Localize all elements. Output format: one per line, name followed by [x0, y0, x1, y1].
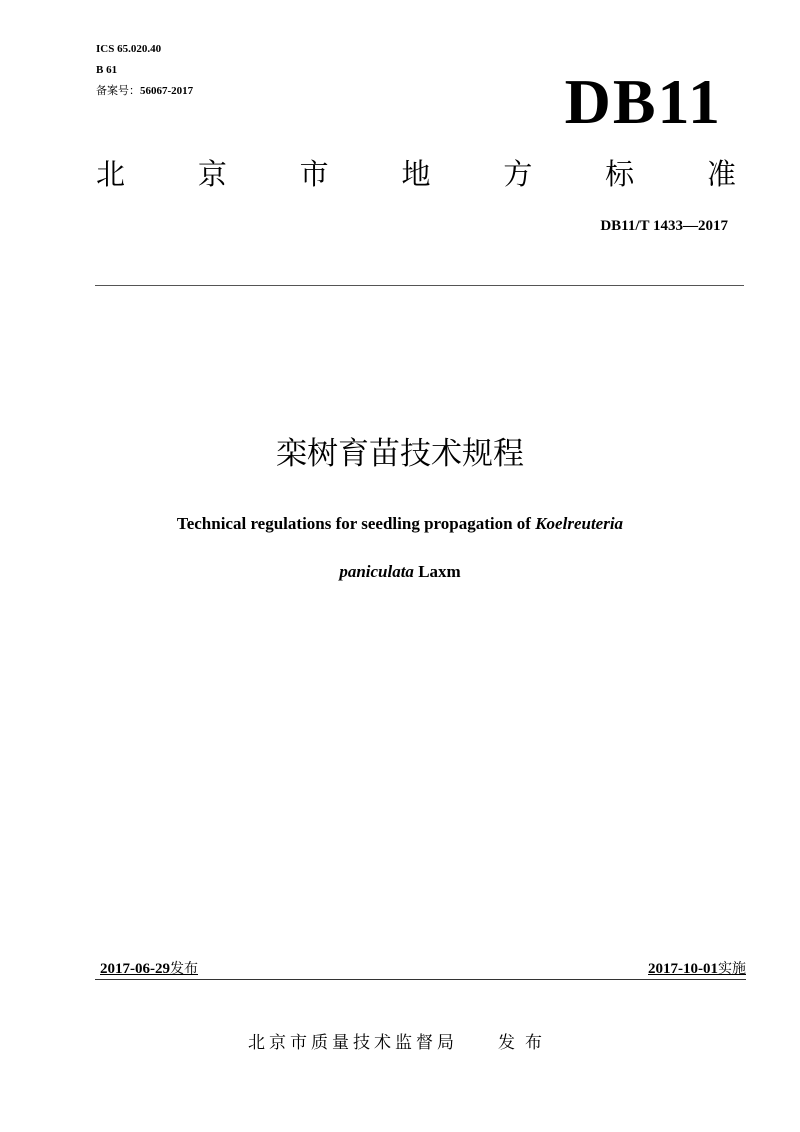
- record-value: 56067-2017: [140, 85, 194, 97]
- title-english-prefix: Technical regulations for seedling propagation of: [176, 514, 536, 533]
- ccs-code: B 61: [96, 64, 118, 76]
- title-english-genus: Koelreuteria: [535, 514, 624, 533]
- issuer-action: 发布: [498, 1033, 552, 1053]
- issue-label: 发布: [170, 961, 198, 977]
- ics-code: ICS 65.020.40: [96, 43, 162, 55]
- effective-label: 实施: [718, 961, 746, 977]
- title-chinese: 栾树育苗技术规程: [276, 436, 524, 472]
- record-number: [96, 84, 193, 98]
- issue-date-value: 2017-06-29: [100, 961, 170, 977]
- title-english-author: Laxm: [413, 562, 461, 581]
- standard-type-char: 北: [96, 157, 126, 191]
- standard-type-char: 地: [401, 157, 431, 191]
- standard-type-char: 市: [299, 157, 329, 191]
- bottom-divider: [95, 979, 746, 980]
- standard-mark: DB11: [564, 66, 722, 137]
- standard-type: [96, 154, 736, 194]
- title-english: [60, 500, 740, 596]
- issue-date: [100, 958, 198, 978]
- standard-type-char: 方: [503, 157, 533, 191]
- effective-date: [648, 958, 746, 978]
- effective-date-value: 2017-10-01: [648, 961, 718, 977]
- issuer-line: [0, 1028, 800, 1053]
- standard-type-char: 准: [706, 157, 736, 191]
- standard-number: DB11/T 1433—2017: [600, 218, 728, 234]
- issuer-name: 北京市质量技术监督局: [248, 1033, 458, 1053]
- standard-type-char: 标: [605, 157, 635, 191]
- top-divider: [95, 285, 744, 286]
- record-label: 备案号：: [96, 84, 140, 97]
- title-english-species: paniculata: [339, 562, 414, 581]
- standard-type-char: 京: [197, 157, 227, 191]
